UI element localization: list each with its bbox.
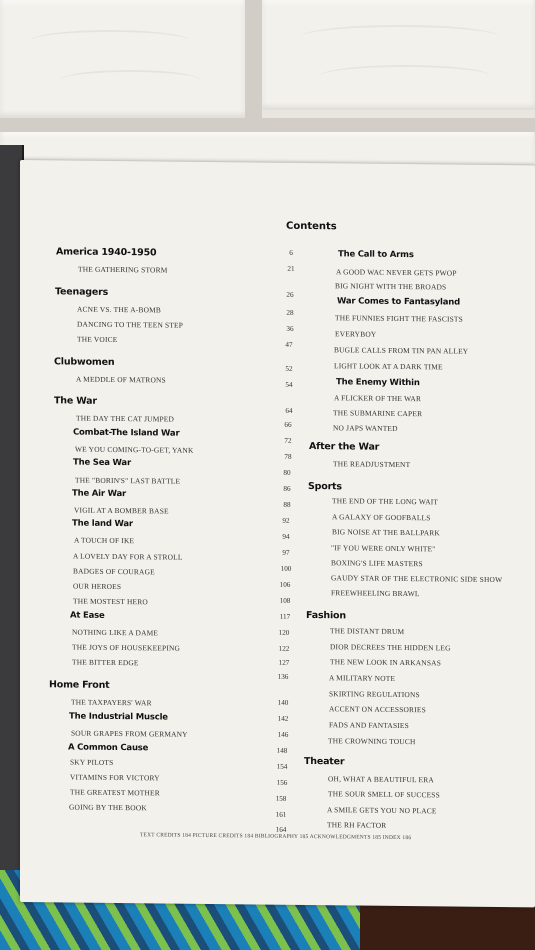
left-chapter-title: VIGIL AT A BOMBER BASE	[74, 505, 169, 516]
left-section-heading: The land War	[72, 518, 133, 530]
page-number: 72	[284, 436, 292, 445]
brick	[0, 0, 245, 118]
right-chapter-title: BUGLE CALLS FROM TIN PAN ALLEY	[334, 345, 469, 356]
left-chapter-title: THE JOYS OF HOUSEKEEPING	[72, 642, 181, 653]
right-section-heading: War Comes to Fantasyland	[337, 296, 461, 308]
page-number: 122	[278, 644, 290, 653]
right-chapter-title: LIGHT LOOK AT A DARK TIME	[334, 361, 443, 372]
left-chapter-title: A MEDDLE OF MATRONS	[76, 374, 166, 385]
right-section-heading: The Call to Arms	[338, 249, 414, 261]
page-number: 28	[286, 308, 294, 317]
page-number: 154	[276, 762, 288, 771]
page-number: 158	[275, 794, 287, 803]
right-chapter-title: "IF YOU WERE ONLY WHITE"	[331, 543, 436, 554]
page-number: 148	[276, 746, 288, 755]
right-chapter-title: BOXING'S LIFE MASTERS	[331, 558, 423, 569]
left-chapter-title: THE MOSTEST HERO	[73, 596, 148, 607]
right-chapter-title: OH, WHAT A BEAUTIFUL ERA	[328, 774, 434, 785]
brick-wall	[0, 0, 535, 175]
left-chapter-title: A TOUCH OF IKE	[74, 535, 135, 546]
left-chapter-title: WE YOU COMING-TO-GET, YANK	[75, 444, 194, 455]
left-section-heading: The Air War	[72, 488, 127, 500]
left-section-heading: Combat-The Island War	[73, 427, 180, 439]
page-number: 120	[278, 628, 290, 637]
left-section-heading: The Industrial Muscle	[69, 711, 168, 723]
brick-texture	[320, 65, 490, 87]
brick	[262, 0, 535, 110]
left-chapter-title: THE GREATEST MOTHER	[70, 787, 160, 798]
right-chapter-title: THE READJUSTMENT	[333, 459, 411, 470]
brick-texture	[60, 70, 200, 90]
right-chapter-title: FADS AND FANTASIES	[329, 720, 409, 731]
right-section-heading: After the War	[309, 441, 380, 453]
page-number: 66	[284, 420, 292, 429]
page-number: 36	[286, 324, 294, 333]
footer-credits: TEXT CREDITS 184 PICTURE CREDITS 184 BIBLIOGRAPHY 185 ACKNOWLEDGMENTS 185 INDEX 186	[140, 832, 412, 842]
page-number: 86	[283, 484, 291, 493]
page-number: 161	[275, 810, 287, 819]
left-section-heading: Clubwomen	[54, 356, 115, 368]
page-number: 127	[278, 658, 290, 667]
page-number: 80	[283, 468, 291, 477]
right-chapter-title: THE SUBMARINE CAPER	[333, 408, 423, 419]
right-chapter-title: A SMILE GETS YOU NO PLACE	[327, 805, 437, 816]
right-section-heading: Theater	[304, 755, 345, 768]
right-chapter-title: THE NEW LOOK IN ARKANSAS	[330, 657, 442, 668]
page-number: 156	[276, 778, 288, 787]
right-chapter-title: BIG NOISE AT THE BALLPARK	[332, 527, 440, 538]
right-chapter-title: BIG NIGHT WITH THE BROADS	[335, 281, 447, 292]
right-chapter-title: ACCENT ON ACCESSORIES	[329, 704, 426, 715]
page-number: 100	[280, 564, 292, 573]
left-chapter-title: A LOVELY DAY FOR A STROLL	[73, 551, 183, 562]
page-number: 97	[282, 548, 290, 557]
page-number: 142	[277, 714, 289, 723]
right-chapter-title: A GALAXY OF GOOFBALLS	[332, 512, 431, 523]
left-section-heading: At Ease	[70, 610, 105, 621]
left-section-heading: Teenagers	[55, 286, 109, 298]
page-number: 94	[282, 532, 290, 541]
left-chapter-title: THE "BORIN'S" LAST BATTLE	[75, 475, 181, 486]
mortar-joint	[0, 118, 535, 132]
left-section-heading: The War	[54, 395, 97, 407]
left-section-heading: A Common Cause	[68, 742, 149, 754]
page-number: 6	[289, 248, 293, 257]
page-number: 106	[279, 580, 291, 589]
left-chapter-title: GOING BY THE BOOK	[69, 802, 147, 813]
page-number: 136	[277, 672, 289, 681]
left-chapter-title: NOTHING LIKE A DAME	[72, 627, 159, 638]
page-number: 21	[287, 264, 295, 273]
brick-texture	[300, 25, 500, 49]
right-chapter-title: NO JAPS WANTED	[333, 423, 398, 433]
right-chapter-title: THE DISTANT DRUM	[330, 626, 405, 637]
right-chapter-title: A GOOD WAC NEVER GETS PWOP	[336, 267, 457, 278]
page-number: 140	[277, 698, 289, 707]
right-chapter-title: THE CROWNING TOUCH	[328, 736, 416, 747]
right-chapter-title: THE END OF THE LONG WAIT	[332, 496, 439, 507]
left-chapter-title: BADGES OF COURAGE	[73, 566, 155, 577]
right-chapter-title: THE FUNNIES FIGHT THE FASCISTS	[335, 313, 463, 324]
right-chapter-title: SKIRTING REGULATIONS	[329, 689, 420, 700]
left-chapter-title: DANCING TO THE TEEN STEP	[77, 319, 184, 330]
page-number: 146	[277, 730, 289, 739]
page-number: 92	[282, 516, 290, 525]
left-chapter-title: THE BITTER EDGE	[72, 657, 139, 668]
right-chapter-title: THE SOUR SMELL OF SUCCESS	[328, 789, 440, 800]
left-chapter-title: THE DAY THE CAT JUMPED	[76, 413, 175, 424]
mortar-joint	[245, 0, 262, 130]
right-section-heading: Sports	[308, 481, 342, 493]
left-section-heading: America 1940-1950	[56, 246, 157, 259]
right-chapter-title: A FLICKER OF THE WAR	[334, 393, 422, 404]
page-number: 88	[283, 500, 291, 509]
right-chapter-title: A MILITARY NOTE	[329, 673, 396, 683]
left-chapter-title: SKY PILOTS	[70, 757, 114, 767]
left-section-heading: The Sea War	[73, 457, 131, 469]
left-chapter-title: SOUR GRAPES FROM GERMANY	[71, 728, 188, 739]
right-chapter-title: THE RH FACTOR	[327, 820, 387, 830]
right-chapter-title: EVERYBOY	[335, 329, 377, 339]
page-number: 52	[285, 364, 293, 373]
right-section-heading: The Enemy Within	[336, 377, 420, 389]
page-number: 47	[285, 340, 293, 349]
right-chapter-title: GAUDY STAR OF THE ELECTRONIC SIDE SHOW	[331, 573, 503, 585]
left-chapter-title: THE TAXPAYERS' WAR	[71, 697, 152, 708]
page-number: 64	[285, 406, 293, 415]
left-chapter-title: ACNE VS. THE A-BOMB	[77, 304, 162, 315]
brick-texture	[30, 30, 190, 52]
left-section-heading: Home Front	[49, 679, 110, 691]
page-number: 108	[279, 596, 291, 605]
right-chapter-title: FREEWHEELING BRAWL	[331, 588, 420, 599]
page-number: 117	[279, 612, 291, 621]
contents-page	[20, 160, 535, 907]
left-chapter-title: THE VOICE	[77, 334, 118, 345]
page-title: Contents	[286, 220, 337, 233]
page-number: 26	[286, 290, 294, 299]
right-section-heading: Fashion	[306, 609, 346, 622]
left-chapter-title: OUR HEROES	[73, 581, 122, 592]
page-number: 54	[285, 380, 293, 389]
left-chapter-title: VITAMINS FOR VICTORY	[70, 772, 160, 783]
page-number: 164	[275, 825, 287, 834]
page-number: 78	[284, 452, 292, 461]
left-chapter-title: THE GATHERING STORM	[78, 264, 168, 275]
right-chapter-title: DIOR DECREES THE HIDDEN LEG	[330, 642, 451, 653]
